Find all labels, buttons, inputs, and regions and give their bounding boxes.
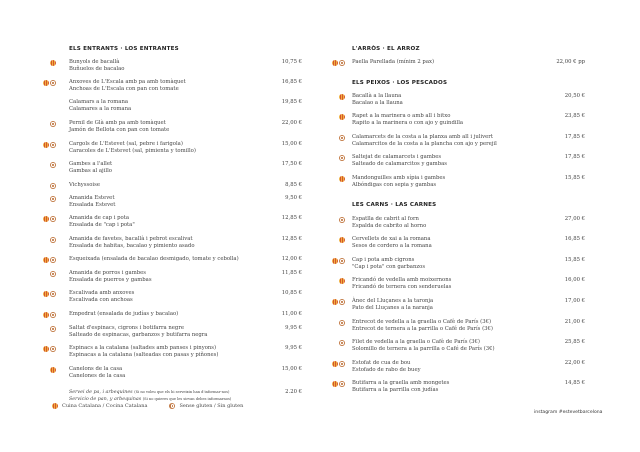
menu-item-name-es: Espinacas a la catalana (salteadas con pasas y piñones) <box>69 352 219 358</box>
catalan-cuisine-icon <box>43 257 49 263</box>
menu-item-icons <box>50 183 56 189</box>
menu-item-name-es: Gambas al ajillo <box>69 168 112 174</box>
menu-item-icons <box>339 135 345 141</box>
catalan-cuisine-icon <box>52 403 58 409</box>
menu-item-price: 16,85 € <box>564 236 585 242</box>
menu-item-name-es: Calamares a la romana <box>69 106 132 112</box>
menu-item-price: 17,00 € <box>564 298 585 304</box>
menu-item-price: 15,00 € <box>281 366 302 372</box>
catalan-cuisine-icon <box>332 60 338 66</box>
menu-item-name-es: Salteado de calamarcitos y gambas <box>352 161 447 167</box>
menu-item-price: 8,85 € <box>285 182 302 188</box>
menu-item-price: 17,85 € <box>564 154 585 160</box>
menu-item <box>352 175 445 189</box>
bread-service-note <box>69 389 231 403</box>
menu-item-icons <box>332 381 345 387</box>
menu-item <box>69 141 196 155</box>
menu-item-name-ca: Ànec del Lluçanes a la taronja <box>352 298 434 304</box>
menu-item-price: 12,85 € <box>281 215 302 221</box>
menu-item-name-ca: Filet de vedella a la graella o Cafè de París (3€) <box>352 339 480 345</box>
catalan-cuisine-icon <box>50 367 56 373</box>
menu-item-name-ca: Canelons de la casa <box>69 366 123 372</box>
menu-item-icons <box>339 320 345 326</box>
section-title: ELS PEIXOS · LOS PESCADOS <box>352 80 448 86</box>
gluten-free-icon <box>50 142 56 148</box>
menu-item <box>352 59 434 66</box>
menu-item-name-es: "Cap i pota" con garbanzos <box>352 264 426 270</box>
menu-item-icons <box>339 155 345 161</box>
gluten-free-icon <box>339 217 345 223</box>
menu-item <box>69 290 134 304</box>
menu-item-name-es: Calamarcitos de la costa a la plancha con ajo y perejil <box>352 141 497 147</box>
menu-item <box>352 93 403 107</box>
menu-item <box>352 113 463 127</box>
menu-item-name-ca: Esqueixada (ensalada de bacalao desmigado, tomate y cebolla) <box>69 256 239 262</box>
bread-es: Servicio de pan, y arbequinas <box>69 397 142 402</box>
menu-item-icons <box>50 271 56 277</box>
menu-item-price: 25,85 € <box>564 339 585 345</box>
menu-item-name-es: Fricandó de ternera con senderuelas <box>352 284 452 290</box>
menu-item-icons <box>339 217 345 223</box>
menu-item-name-es: Ensalada de "cap i pota" <box>69 222 135 228</box>
menu-item-price: 14,85 € <box>564 380 585 386</box>
bread-es-note: (Si no quieres que les sirvan debes informarnos) <box>142 397 232 401</box>
gluten-free-icon <box>339 135 345 141</box>
menu-item-name-ca: Espatlla de cabrit al forn <box>352 216 419 222</box>
menu-item <box>352 298 433 312</box>
menu-item-price: 12,00 € <box>281 256 302 262</box>
menu-item-name-ca: Paella Parellada (mínim 2 pax) <box>352 59 435 65</box>
catalan-cuisine-icon <box>332 299 338 305</box>
gluten-free-icon <box>50 326 56 332</box>
menu-item-price: 23,85 € <box>564 113 585 119</box>
menu-item-icons <box>43 312 56 318</box>
legend-gluten-free: Sense gluten / Sin gluten <box>179 403 244 409</box>
menu-item-name-es: Salteado de espinacas, garbanzos y butifarra negra <box>69 332 208 338</box>
instagram-handle: instagram #estevetbarcelona <box>534 410 603 415</box>
menu-item-name-es: Espalda de cabrito al horno <box>352 223 427 229</box>
menu-item-name-es: Ensalada de habitas, bacalao y pimiento asado <box>69 243 195 249</box>
menu-item-name-ca: Estofat de cua de bou <box>352 360 411 366</box>
menu-item <box>69 270 152 284</box>
gluten-free-icon <box>50 216 56 222</box>
menu-item-icons <box>339 114 345 120</box>
menu-item-icons <box>339 278 345 284</box>
gluten-free-icon <box>339 258 345 264</box>
menu-item-price: 21,00 € <box>564 319 585 325</box>
gluten-free-icon <box>339 60 345 66</box>
menu-item-name-ca: Vichyssoise <box>69 182 100 188</box>
menu-item <box>352 277 451 291</box>
menu-item-name-es: Ensalada de puerros y gambas <box>69 277 152 283</box>
menu-item-name-es: Jamón de Bellota con pan con tomate <box>69 127 170 133</box>
menu-item-icons <box>332 361 345 367</box>
catalan-cuisine-icon <box>332 381 338 387</box>
menu-item-name-ca: Saltejat de calamarcets i gambes <box>352 154 442 160</box>
menu-item-icons <box>43 142 56 148</box>
menu-item-name-ca: Fricandó de vedella amb moixernons <box>352 277 452 283</box>
menu-item-name-es: Anchoas de L'Escala con pan con tomate <box>69 86 179 92</box>
bread-ca-note: (Si no voleu que els hi serveixin han d'informar-nos) <box>134 390 230 394</box>
gluten-free-icon <box>50 346 56 352</box>
menu-item-name-ca: Bunyols de bacallà <box>69 59 120 65</box>
menu-item-price: 9,95 € <box>285 325 302 331</box>
menu-item-name-ca: Amanida Estevet <box>69 195 115 201</box>
gluten-free-icon <box>339 320 345 326</box>
menu-item-price: 15,85 € <box>564 257 585 263</box>
menu-item <box>69 182 100 189</box>
catalan-cuisine-icon <box>43 291 49 297</box>
menu-item-price: 9,50 € <box>285 195 302 201</box>
menu-item <box>69 59 124 73</box>
menu-item-name-es: Ensalada Estevet <box>69 202 116 208</box>
menu-item <box>69 345 218 359</box>
gluten-free-icon <box>50 257 56 263</box>
catalan-cuisine-icon <box>43 80 49 86</box>
menu-item-name-es: Entrecot de ternera a la parrilla o Café de París (3€) <box>352 326 493 332</box>
gluten-free-icon <box>50 312 56 318</box>
menu-item-name-ca: Amanida de favetes, bacallà i pebrot escalivat <box>69 236 193 242</box>
menu-item <box>69 325 207 339</box>
gluten-free-icon <box>339 155 345 161</box>
gluten-free-icon <box>50 196 56 202</box>
gluten-free-icon <box>339 340 345 346</box>
menu-item-price: 19,85 € <box>281 99 302 105</box>
menu-item-icons <box>50 367 56 373</box>
catalan-cuisine-icon <box>339 94 345 100</box>
menu-item-icons <box>339 340 345 346</box>
menu-item-price: 10,75 € <box>281 59 302 65</box>
menu-item-price: 16,00 € <box>564 277 585 283</box>
gluten-free-icon <box>169 403 175 409</box>
menu-item-name-es: Buñuelos de bacalao <box>69 66 125 72</box>
menu-item-icons <box>50 326 56 332</box>
menu-item <box>69 79 186 93</box>
menu-item <box>352 236 432 250</box>
menu-item <box>69 161 112 175</box>
menu-item-price: 11,85 € <box>281 270 302 276</box>
menu-item-icons <box>43 346 56 352</box>
catalan-cuisine-icon <box>339 278 345 284</box>
bread-ca: Servei de pa, i arbequines <box>69 390 133 395</box>
gluten-free-icon <box>50 80 56 86</box>
menu-item <box>69 99 131 113</box>
menu-item <box>352 257 425 271</box>
gluten-free-icon <box>50 162 56 168</box>
menu-item-name-ca: Cargols de L'Estevet (sal, pebre i farigola) <box>69 141 183 147</box>
menu-item <box>69 195 115 209</box>
gluten-free-icon <box>339 381 345 387</box>
menu-item-price: 9,95 € <box>285 345 302 351</box>
menu-item-price: 22,00 € pp <box>556 59 585 65</box>
menu-item-name-ca: Cervellets de xai a la romana <box>352 236 431 242</box>
menu-item <box>352 134 497 148</box>
menu-item-price: 11,00 € <box>281 311 302 317</box>
menu-item-icons <box>50 162 56 168</box>
gluten-free-icon <box>339 361 345 367</box>
legend <box>52 403 243 409</box>
catalan-cuisine-icon <box>43 216 49 222</box>
menu-item <box>352 319 493 333</box>
menu-item <box>352 216 426 230</box>
menu-item-name-ca: Pernil de Glà amb pa amb tomàquet <box>69 120 166 126</box>
menu-item-name-ca: Entrecot de vedella a la graella o Cafè de París (3€) <box>352 319 492 325</box>
menu-item-name-es: Solomillo de ternera a la parrilla o Café de París (3€) <box>352 346 495 352</box>
menu-item-name-ca: Empedrat (ensalada de judías y bacalao) <box>69 311 179 317</box>
menu-item-name-ca: Bacallà a la llauna <box>352 93 402 99</box>
menu-item-price: 10,85 € <box>281 290 302 296</box>
legend-catalan: Cuina Catalana / Cocina Catalana <box>62 403 148 409</box>
menu-item-name-es: Butifarra a la parrilla con judías <box>352 387 439 393</box>
menu-item-name-ca: Anxoves de L'Escala amb pa amb tomàquet <box>69 79 186 85</box>
menu-item <box>352 360 421 374</box>
menu-item <box>352 380 449 394</box>
menu-item-price: 17,50 € <box>281 161 302 167</box>
menu-item-icons <box>43 257 56 263</box>
menu-item-icons <box>50 196 56 202</box>
catalan-cuisine-icon <box>332 258 338 264</box>
menu-item-name-ca: Calamars a la romana <box>69 99 129 105</box>
menu-item-name-es: Pato del Lluçanes a la naranja <box>352 305 433 311</box>
menu-item-icons <box>332 60 345 66</box>
menu-item-name-ca: Rapet a la marinera o amb all i bitxo <box>352 113 451 119</box>
menu-item <box>352 154 447 168</box>
menu-item-name-ca: Butifarra a la graella amb mongetes <box>352 380 450 386</box>
gluten-free-icon <box>50 271 56 277</box>
menu-item-name-es: Caracoles de L'Estevet (sal, pimienta y tomillo) <box>69 148 196 154</box>
menu-item <box>69 120 169 134</box>
catalan-cuisine-icon <box>43 142 49 148</box>
menu-item-icons <box>50 121 56 127</box>
menu-item-icons <box>332 258 345 264</box>
menu-item-icons <box>339 94 345 100</box>
menu-item-icons <box>332 299 345 305</box>
menu-item-icons <box>339 237 345 243</box>
section-title: ELS ENTRANTS · LOS ENTRANTES <box>69 46 179 52</box>
menu-item-price: 16,85 € <box>281 79 302 85</box>
gluten-free-icon <box>50 183 56 189</box>
menu-item-price: 22,00 € <box>564 360 585 366</box>
menu-item-icons <box>43 80 56 86</box>
menu-item-name-ca: Amanida de porros i gambes <box>69 270 146 276</box>
gluten-free-icon <box>50 121 56 127</box>
menu-item-name-ca: Saltat d'espinacs, cigrons i botifarra negre <box>69 325 184 331</box>
catalan-cuisine-icon <box>43 312 49 318</box>
menu-item-price: 15,85 € <box>564 175 585 181</box>
menu-item-name-ca: Calamarcets de la costa a la planxa amb all i julivert <box>352 134 493 140</box>
menu-item-name-es: Albóndigas con sepia y gambas <box>352 182 437 188</box>
menu-item-name-ca: Gambes a l'allet <box>69 161 113 167</box>
menu-item-icons <box>339 176 345 182</box>
catalan-cuisine-icon <box>43 346 49 352</box>
menu-item <box>69 311 178 318</box>
menu-item <box>69 215 135 229</box>
menu-item-name-ca: Espinacs a la catalana (saltades amb panses i pinyons) <box>69 345 217 351</box>
catalan-cuisine-icon <box>339 237 345 243</box>
menu-item-price: 20,50 € <box>564 93 585 99</box>
menu-item-name-ca: Escalivada amb anxoves <box>69 290 135 296</box>
menu-item-name-es: Canelones de la casa <box>69 373 126 379</box>
menu-item-price: 17,85 € <box>564 134 585 140</box>
menu-item-name-ca: Amanida de cap i pota <box>69 215 129 221</box>
gluten-free-icon <box>50 291 56 297</box>
menu-item-icons <box>43 291 56 297</box>
catalan-cuisine-icon <box>332 361 338 367</box>
menu-item-name-ca: Mandonguilles amb sípia i gambes <box>352 175 446 181</box>
catalan-cuisine-icon <box>339 114 345 120</box>
menu-item-price: 12,85 € <box>281 236 302 242</box>
menu-item-icons <box>50 237 56 243</box>
menu-item <box>69 366 125 380</box>
catalan-cuisine-icon <box>50 60 56 66</box>
menu-item-name-es: Sesos de cordero a la romana <box>352 243 432 249</box>
menu-item-name-es: Escalivada con anchoas <box>69 297 133 303</box>
menu-item-price: 27,00 € <box>564 216 585 222</box>
menu-item-name-ca: Cap i pota amb cigrons <box>352 257 415 263</box>
catalan-cuisine-icon <box>339 176 345 182</box>
gluten-free-icon <box>339 299 345 305</box>
menu-item-icons <box>43 216 56 222</box>
menu-item-name-es: Bacalao a la llauna <box>352 100 403 106</box>
menu-item <box>352 339 495 353</box>
menu-item-price: 22,00 € <box>281 120 302 126</box>
menu-item-name-es: Rapito a la marinera o con ajo y guindilla <box>352 120 464 126</box>
gluten-free-icon <box>50 237 56 243</box>
section-title: LES CARNS · LAS CARNES <box>352 202 437 208</box>
menu-item <box>69 236 195 250</box>
menu-item-icons <box>50 60 56 66</box>
menu-item <box>69 256 239 263</box>
menu-item-name-es: Estofado de rabo de buey <box>352 367 421 373</box>
bread-price: 2.20 € <box>285 389 302 395</box>
section-title: L'ARRÒS · EL ARROZ <box>352 46 420 52</box>
menu-item-price: 15,00 € <box>281 141 302 147</box>
